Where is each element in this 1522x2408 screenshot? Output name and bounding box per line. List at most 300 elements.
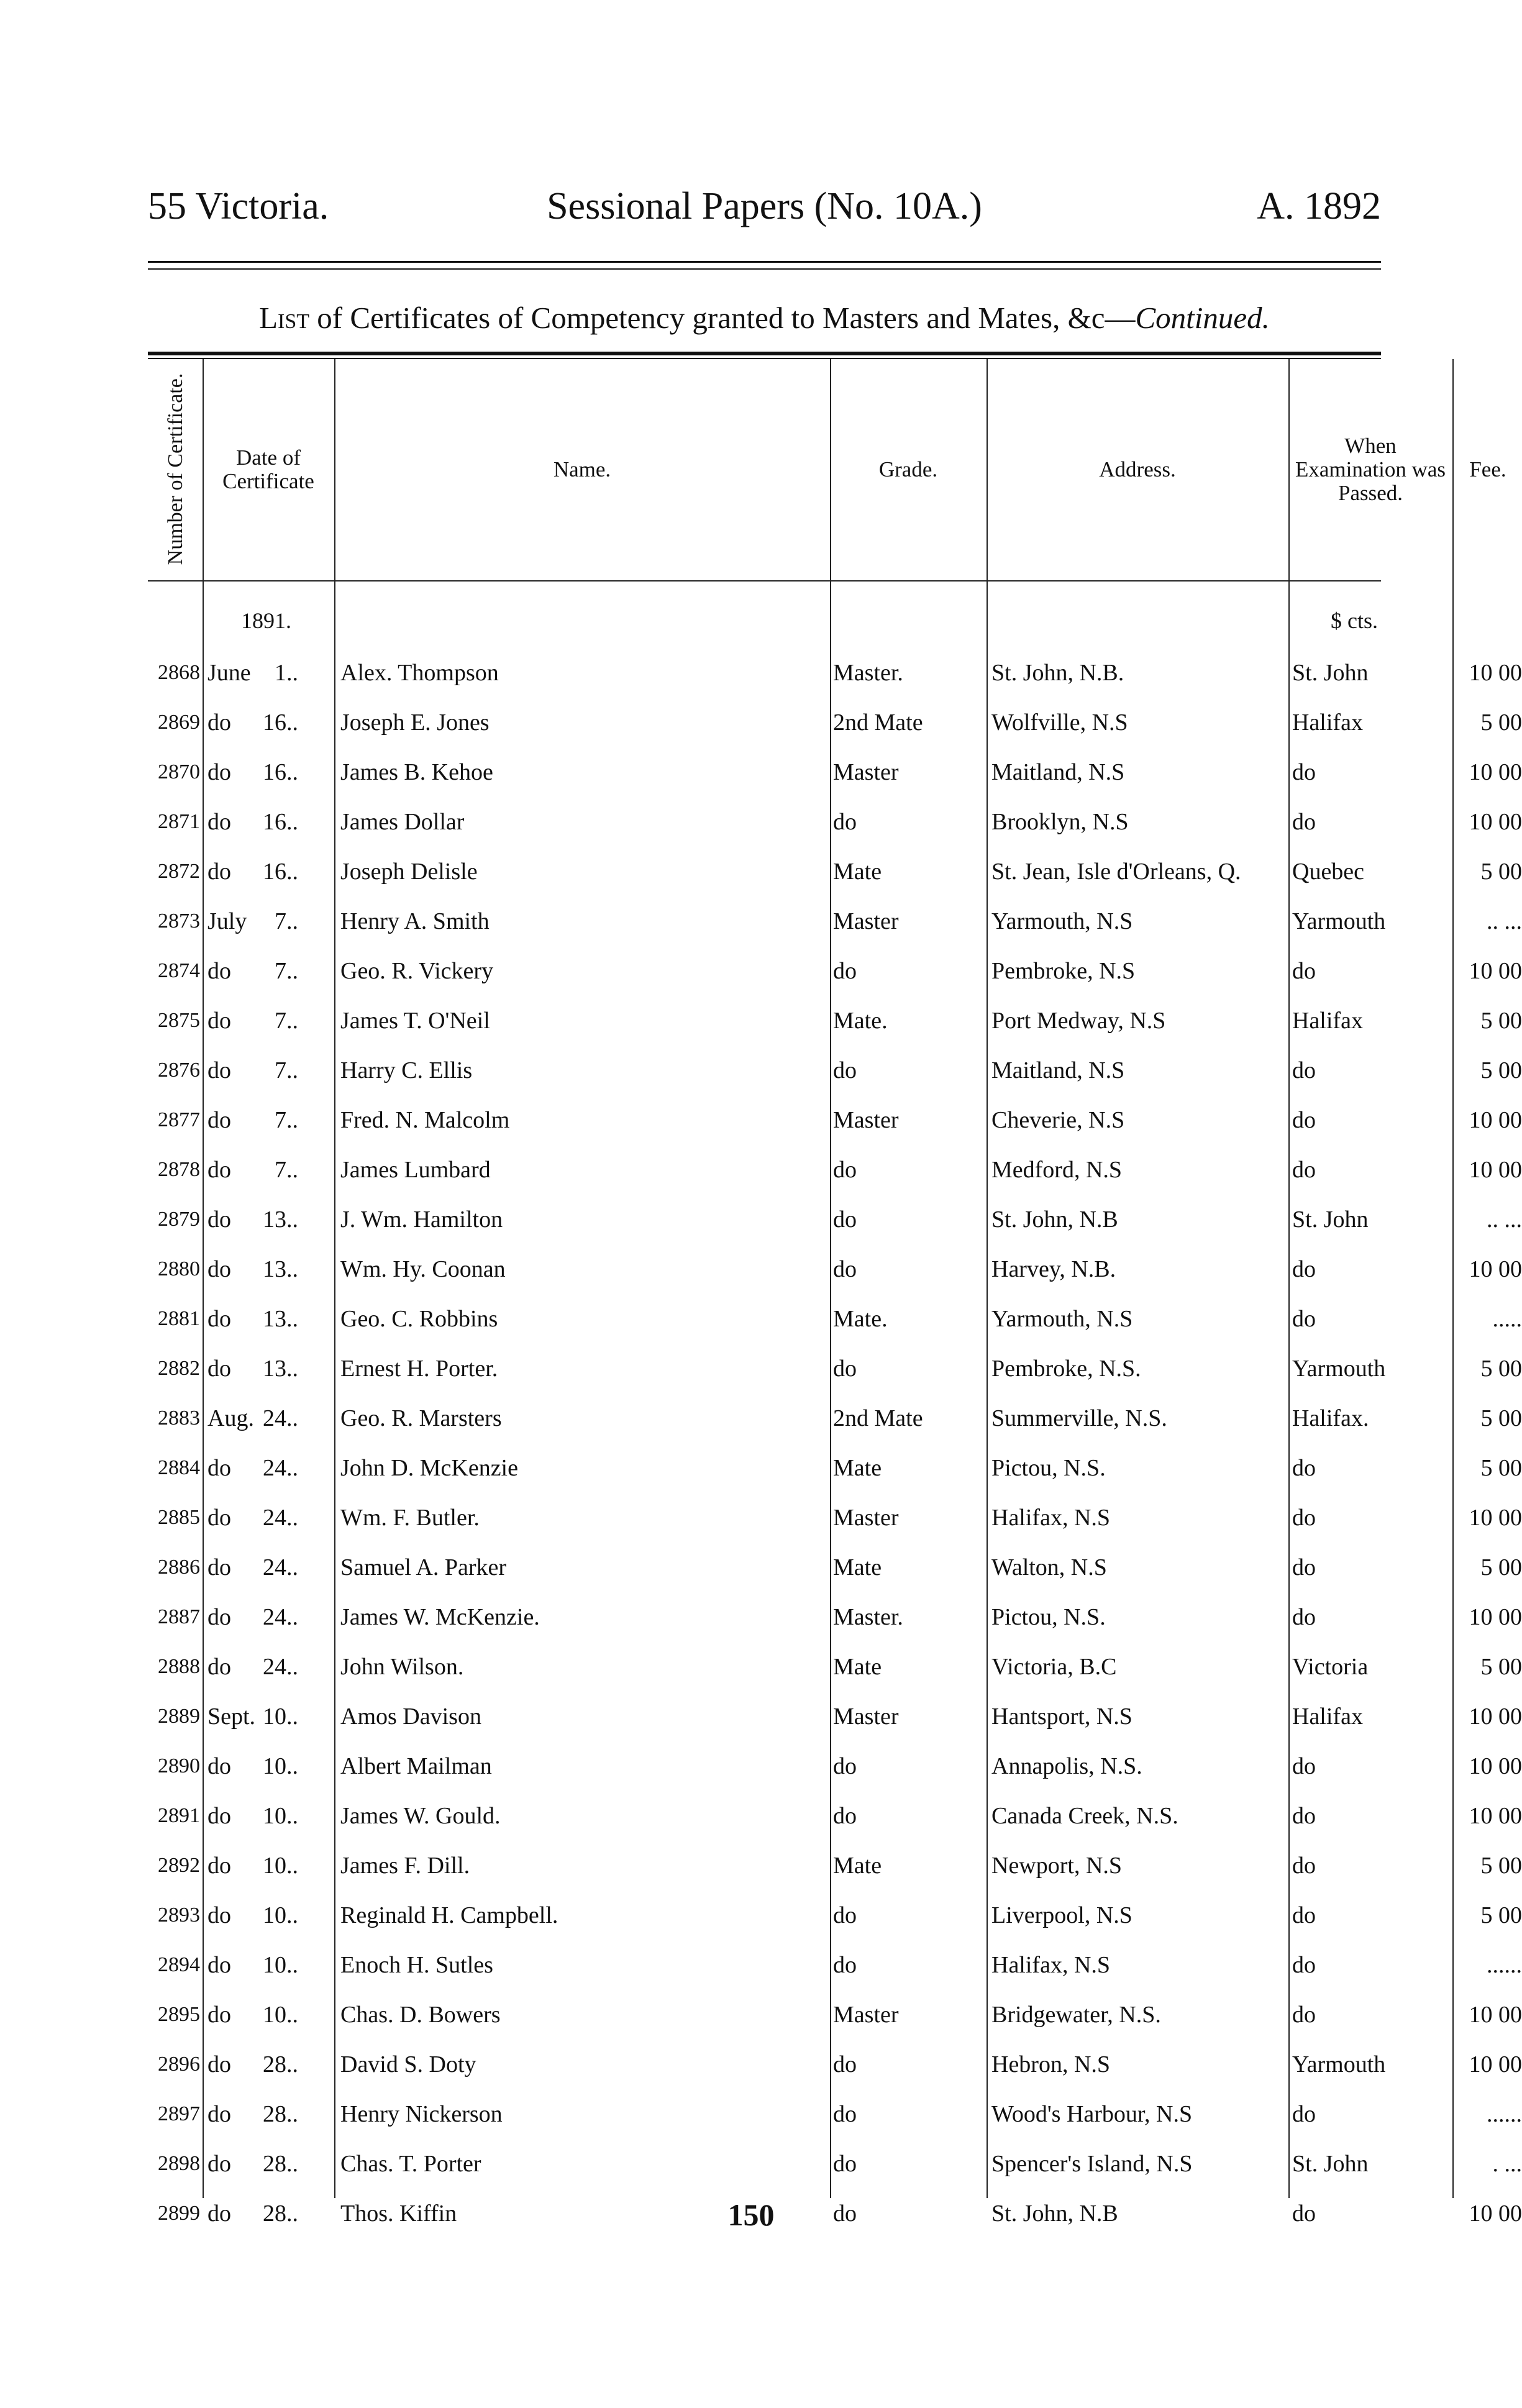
certificate-month: do xyxy=(207,1206,231,1233)
address: Yarmouth, N.S xyxy=(991,1306,1133,1332)
holder-name: James Lumbard xyxy=(340,1157,491,1183)
certificate-day: 16.. xyxy=(263,809,298,835)
holder-name: Thos. Kiffin xyxy=(340,2200,457,2227)
address: Yarmouth, N.S xyxy=(991,908,1133,934)
fee: 10 00 xyxy=(1469,2051,1522,2077)
header-exam: When Examination was Passed. xyxy=(1295,433,1446,505)
address: St. John, N.B xyxy=(991,1206,1118,1233)
holder-name: Enoch H. Sutles xyxy=(340,1952,493,1978)
exam-place: do xyxy=(1292,1853,1316,1879)
fee: 10 00 xyxy=(1469,958,1522,984)
certificate-day: 13.. xyxy=(263,1206,298,1233)
grade: do xyxy=(833,1803,857,1829)
certificate-day: 28.. xyxy=(263,2200,298,2227)
exam-place: do xyxy=(1292,1306,1316,1332)
holder-name: Samuel A. Parker xyxy=(340,1554,507,1580)
exam-place: Halifax. xyxy=(1292,1405,1369,1431)
certificate-month: do xyxy=(207,1604,231,1630)
address: Medford, N.S xyxy=(991,1157,1123,1183)
exam-place: do xyxy=(1292,759,1316,785)
certificate-day: 10.. xyxy=(263,1902,298,1928)
address: St. John, N.B. xyxy=(991,660,1124,686)
address: Spencer's Island, N.S xyxy=(991,2151,1193,2177)
certificate-day: 7.. xyxy=(275,1157,298,1183)
certificate-month: June xyxy=(207,660,251,686)
address: Liverpool, N.S xyxy=(991,1902,1132,1928)
holder-name: John D. McKenzie xyxy=(340,1455,518,1481)
certificate-number: 2881 xyxy=(158,1307,200,1330)
certificate-number: 2876 xyxy=(158,1059,200,1082)
fee: 10 00 xyxy=(1469,1256,1522,1282)
table-row xyxy=(148,1244,1522,1294)
certificate-day: 7.. xyxy=(275,908,298,934)
address: Maitland, N.S xyxy=(991,1057,1125,1083)
fee: ..... xyxy=(1492,1306,1522,1332)
exam-place: do xyxy=(1292,2200,1316,2227)
certificate-month: do xyxy=(207,1803,231,1829)
certificate-number: 2880 xyxy=(158,1257,200,1280)
certificate-day: 16.. xyxy=(263,759,298,785)
header-rule-top xyxy=(148,261,1381,263)
certificate-day: 24.. xyxy=(263,1604,298,1630)
certificate-number: 2888 xyxy=(158,1655,200,1678)
exam-place: do xyxy=(1292,1902,1316,1928)
header-address: Address. xyxy=(1099,457,1176,481)
holder-name: James Dollar xyxy=(340,809,465,835)
header-fee: Fee. xyxy=(1469,457,1506,481)
grade: do xyxy=(833,2101,857,2127)
fee: 10 00 xyxy=(1469,660,1522,686)
holder-name: James F. Dill. xyxy=(340,1853,470,1879)
grade: do xyxy=(833,2151,857,2177)
certificate-month: do xyxy=(207,1753,231,1779)
certificate-number: 2871 xyxy=(158,810,200,833)
exam-place: do xyxy=(1292,1107,1316,1133)
certificate-month: July xyxy=(207,908,247,934)
certificate-number: 2884 xyxy=(158,1456,200,1479)
table-row xyxy=(148,2040,1522,2089)
fee: 10 00 xyxy=(1469,1157,1522,1183)
certificate-number: 2893 xyxy=(158,1904,200,1927)
fee: 10 00 xyxy=(1469,1107,1522,1133)
table-row xyxy=(148,747,1522,797)
fee: 10 00 xyxy=(1469,1703,1522,1730)
grade: Mate xyxy=(833,1455,882,1481)
address: Victoria, B.C xyxy=(991,1654,1117,1680)
address: Pembroke, N.S. xyxy=(991,1356,1141,1382)
address: Walton, N.S xyxy=(991,1554,1107,1580)
certificate-day: 28.. xyxy=(263,2051,298,2077)
fee: 5 00 xyxy=(1480,1654,1522,1680)
exam-place: St. John xyxy=(1292,1206,1369,1233)
certificate-month: do xyxy=(207,2002,231,2028)
fee: 10 00 xyxy=(1469,2200,1522,2227)
grade: do xyxy=(833,1952,857,1978)
certificate-day: 16.. xyxy=(263,859,298,885)
fee: 5 00 xyxy=(1480,709,1522,736)
grade: do xyxy=(833,1057,857,1083)
certificate-month: do xyxy=(207,2200,231,2227)
certificate-number: 2889 xyxy=(158,1705,200,1728)
certificate-day: 13.. xyxy=(263,1306,298,1332)
certificate-number: 2898 xyxy=(158,2152,200,2175)
certificate-number: 2877 xyxy=(158,1108,200,1131)
grade: 2nd Mate xyxy=(833,1405,923,1431)
address: Cheverie, N.S xyxy=(991,1107,1125,1133)
header-rule xyxy=(148,580,1381,581)
title-continued: Continued. xyxy=(1135,301,1270,335)
certificate-month: do xyxy=(207,1505,231,1531)
grade: 2nd Mate xyxy=(833,709,923,736)
exam-place: do xyxy=(1292,1803,1316,1829)
address: Canada Creek, N.S. xyxy=(991,1803,1178,1829)
certificate-number: 2883 xyxy=(158,1407,200,1430)
table-row xyxy=(148,1493,1522,1543)
table-row xyxy=(148,1393,1522,1443)
certificate-month: do xyxy=(207,958,231,984)
table-row xyxy=(148,1195,1522,1244)
certificate-day: 13.. xyxy=(263,1256,298,1282)
holder-name: John Wilson. xyxy=(340,1654,464,1680)
grade: Mate xyxy=(833,1853,882,1879)
fee-unit-label: $ cts. xyxy=(1331,608,1378,633)
table-row xyxy=(148,698,1522,747)
fee: 5 00 xyxy=(1480,1455,1522,1481)
title-lead: List xyxy=(259,301,310,335)
holder-name: Chas. D. Bowers xyxy=(340,2002,501,2028)
holder-name: Joseph E. Jones xyxy=(340,709,490,736)
fee: 5 00 xyxy=(1480,1057,1522,1083)
certificate-month: do xyxy=(207,809,231,835)
certificate-number: 2891 xyxy=(158,1804,200,1827)
table-row xyxy=(148,1294,1522,1344)
exam-place: Halifax xyxy=(1292,709,1363,736)
certificate-day: 10.. xyxy=(263,1703,298,1730)
header-number: Number of Certificate. xyxy=(164,373,187,565)
header-date: Date of Certificate xyxy=(222,445,314,493)
grade: Master xyxy=(833,908,899,934)
exam-place: Halifax xyxy=(1292,1703,1363,1730)
certificate-month: do xyxy=(207,2151,231,2177)
address: Halifax, N.S xyxy=(991,1952,1111,1978)
certificate-number: 2890 xyxy=(158,1754,200,1777)
grade: Mate xyxy=(833,1554,882,1580)
certificate-number: 2894 xyxy=(158,1953,200,1976)
fee: 10 00 xyxy=(1469,759,1522,785)
year-label: 1891. xyxy=(241,608,291,633)
exam-place: do xyxy=(1292,1753,1316,1779)
table-row xyxy=(148,648,1522,698)
holder-name: Fred. N. Malcolm xyxy=(340,1107,510,1133)
certificate-day: 24.. xyxy=(263,1654,298,1680)
certificate-month: do xyxy=(207,1952,231,1978)
certificate-day: 10.. xyxy=(263,1853,298,1879)
certificate-month: do xyxy=(207,1057,231,1083)
certificate-month: Aug. xyxy=(207,1405,254,1431)
certificate-number: 2895 xyxy=(158,2003,200,2026)
address: Harvey, N.B. xyxy=(991,1256,1116,1282)
holder-name: Geo. R. Vickery xyxy=(340,958,494,984)
certificate-day: 24.. xyxy=(263,1554,298,1580)
certificate-day: 24.. xyxy=(263,1455,298,1481)
table-row xyxy=(148,1046,1522,1095)
certificate-number: 2879 xyxy=(158,1208,200,1231)
certificate-number: 2886 xyxy=(158,1556,200,1579)
exam-place: Yarmouth xyxy=(1292,908,1386,934)
certificate-month: do xyxy=(207,709,231,736)
certificate-number: 2874 xyxy=(158,959,200,982)
certificate-number: 2872 xyxy=(158,860,200,883)
holder-name: Geo. R. Marsters xyxy=(340,1405,502,1431)
certificate-month: do xyxy=(207,859,231,885)
certificate-month: do xyxy=(207,1157,231,1183)
address: Wood's Harbour, N.S xyxy=(991,2101,1193,2127)
exam-place: do xyxy=(1292,809,1316,835)
header-grade: Grade. xyxy=(878,457,938,481)
table-row xyxy=(148,1344,1522,1393)
exam-place: do xyxy=(1292,958,1316,984)
certificate-number: 2868 xyxy=(158,661,200,684)
grade: Master. xyxy=(833,1604,903,1630)
exam-place: Halifax xyxy=(1292,1008,1363,1034)
holder-name: Joseph Delisle xyxy=(340,859,478,885)
exam-place: Quebec xyxy=(1292,859,1365,885)
certificate-month: do xyxy=(207,2101,231,2127)
exam-place: do xyxy=(1292,1604,1316,1630)
table-row xyxy=(148,1741,1522,1791)
certificate-number: 2892 xyxy=(158,1854,200,1877)
fee: 10 00 xyxy=(1469,1803,1522,1829)
table-row xyxy=(148,847,1522,896)
fee: 10 00 xyxy=(1469,809,1522,835)
certificate-number: 2869 xyxy=(158,711,200,734)
header-year: A. 1892 xyxy=(1257,185,1381,227)
grade: do xyxy=(833,1902,857,1928)
grade: Master xyxy=(833,1505,899,1531)
exam-place: do xyxy=(1292,2101,1316,2127)
address: Pictou, N.S. xyxy=(991,1604,1106,1630)
holder-name: Henry Nickerson xyxy=(340,2101,503,2127)
grade: do xyxy=(833,1753,857,1779)
address: St. John, N.B xyxy=(991,2200,1118,2227)
certificate-month: do xyxy=(207,1654,231,1680)
address: Summerville, N.S. xyxy=(991,1405,1167,1431)
fee: .. ... xyxy=(1487,1206,1522,1233)
table-row xyxy=(148,797,1522,847)
certificate-number: 2897 xyxy=(158,2102,200,2125)
address: Pictou, N.S. xyxy=(991,1455,1106,1481)
exam-place: St. John xyxy=(1292,2151,1369,2177)
address: Brooklyn, N.S xyxy=(991,809,1129,835)
certificate-day: 24.. xyxy=(263,1505,298,1531)
address: Bridgewater, N.S. xyxy=(991,2002,1161,2028)
certificate-month: do xyxy=(207,1306,231,1332)
grade: Master xyxy=(833,1107,899,1133)
certificate-day: 7.. xyxy=(275,1008,298,1034)
table-row xyxy=(148,1543,1522,1592)
table-row xyxy=(148,1145,1522,1195)
certificate-month: do xyxy=(207,1256,231,1282)
certificate-day: 13.. xyxy=(263,1356,298,1382)
fee: 5 00 xyxy=(1480,1356,1522,1382)
holder-name: Alex. Thompson xyxy=(340,660,499,686)
address: St. Jean, Isle d'Orleans, Q. xyxy=(991,859,1241,885)
exam-place: do xyxy=(1292,1256,1316,1282)
certificate-number: 2899 xyxy=(158,2202,200,2225)
list-title xyxy=(148,298,1381,338)
certificate-day: 7.. xyxy=(275,1057,298,1083)
fee: . ... xyxy=(1492,2151,1522,2177)
grade: Mate xyxy=(833,1654,882,1680)
holder-name: Wm. Hy. Coonan xyxy=(340,1256,506,1282)
certificate-number: 2873 xyxy=(158,910,200,933)
page-number: 150 xyxy=(727,2197,775,2232)
exam-place: do xyxy=(1292,1057,1316,1083)
holder-name: Harry C. Ellis xyxy=(340,1057,473,1083)
address: Port Medway, N.S xyxy=(991,1008,1166,1034)
holder-name: Chas. T. Porter xyxy=(340,2151,481,2177)
holder-name: Albert Mailman xyxy=(340,1753,492,1779)
holder-name: James B. Kehoe xyxy=(340,759,493,785)
certificate-number: 2870 xyxy=(158,760,200,783)
grade: do xyxy=(833,1206,857,1233)
fee: 5 00 xyxy=(1480,1008,1522,1034)
exam-place: St. John xyxy=(1292,660,1369,686)
fee: 5 00 xyxy=(1480,859,1522,885)
holder-name: James T. O'Neil xyxy=(340,1008,490,1034)
certificate-number: 2885 xyxy=(158,1506,200,1529)
table-row xyxy=(148,896,1522,946)
exam-place: Yarmouth xyxy=(1292,2051,1386,2077)
table-row xyxy=(148,1095,1522,1145)
certificate-day: 7.. xyxy=(275,1107,298,1133)
certificate-month: do xyxy=(207,2051,231,2077)
certificate-month: do xyxy=(207,1853,231,1879)
certificate-number: 2887 xyxy=(158,1605,200,1628)
address: Wolfville, N.S xyxy=(991,709,1128,736)
table-row xyxy=(148,1642,1522,1692)
holder-name: Ernest H. Porter. xyxy=(340,1356,498,1382)
grade: do xyxy=(833,1157,857,1183)
grade: do xyxy=(833,958,857,984)
table-row xyxy=(148,1592,1522,1642)
certificate-number: 2875 xyxy=(158,1009,200,1032)
grade: do xyxy=(833,2051,857,2077)
grade: Master xyxy=(833,759,899,785)
certificate-day: 28.. xyxy=(263,2101,298,2127)
address: Pembroke, N.S xyxy=(991,958,1136,984)
holder-name: Reginald H. Campbell. xyxy=(340,1902,558,1928)
table-row xyxy=(148,1990,1522,2040)
exam-place: do xyxy=(1292,2002,1316,2028)
certificate-day: 10.. xyxy=(263,1753,298,1779)
exam-place: do xyxy=(1292,1952,1316,1978)
certificate-number: 2882 xyxy=(158,1357,200,1380)
table-row xyxy=(148,996,1522,1046)
header-name: Name. xyxy=(553,457,611,481)
grade: do xyxy=(833,1256,857,1282)
address: Hebron, N.S xyxy=(991,2051,1111,2077)
certificate-month: Sept. xyxy=(207,1703,256,1730)
table-row xyxy=(148,1791,1522,1841)
grade: Master. xyxy=(833,660,903,686)
table-row xyxy=(148,1940,1522,1990)
address: Newport, N.S xyxy=(991,1853,1123,1879)
table-row xyxy=(148,1841,1522,1890)
address: Hantsport, N.S xyxy=(991,1703,1132,1730)
fee: 10 00 xyxy=(1469,1505,1522,1531)
holder-name: J. Wm. Hamilton xyxy=(340,1206,503,1233)
certificate-month: do xyxy=(207,1107,231,1133)
certificate-day: 10.. xyxy=(263,1803,298,1829)
fee: .. ... xyxy=(1487,908,1522,934)
fee: ...... xyxy=(1487,1952,1522,1978)
certificate-month: do xyxy=(207,1554,231,1580)
certificate-day: 1.. xyxy=(275,660,298,686)
header-papers: Sessional Papers (No. 10A.) xyxy=(547,185,982,227)
fee: 10 00 xyxy=(1469,2002,1522,2028)
header-session: 55 Victoria. xyxy=(148,185,329,227)
exam-place: Victoria xyxy=(1292,1654,1369,1680)
title-rule-thick xyxy=(148,352,1381,355)
address: Annapolis, N.S. xyxy=(991,1753,1142,1779)
table-row xyxy=(148,1890,1522,1940)
grade: Mate. xyxy=(833,1306,888,1332)
fee: 10 00 xyxy=(1469,1753,1522,1779)
grade: do xyxy=(833,809,857,835)
address: Halifax, N.S xyxy=(991,1505,1111,1531)
fee: 5 00 xyxy=(1480,1853,1522,1879)
fee: 5 00 xyxy=(1480,1405,1522,1431)
certificate-month: do xyxy=(207,1008,231,1034)
holder-name: James W. Gould. xyxy=(340,1803,501,1829)
fee: 5 00 xyxy=(1480,1554,1522,1580)
header-rule-bottom xyxy=(148,268,1381,270)
certificate-number: 2896 xyxy=(158,2053,200,2076)
table-row xyxy=(148,2089,1522,2139)
certificate-month: do xyxy=(207,759,231,785)
certificate-day: 16.. xyxy=(263,709,298,736)
fee: ...... xyxy=(1487,2101,1522,2127)
exam-place: Yarmouth xyxy=(1292,1356,1386,1382)
certificate-month: do xyxy=(207,1902,231,1928)
grade: Mate xyxy=(833,859,882,885)
exam-place: do xyxy=(1292,1554,1316,1580)
holder-name: James W. McKenzie. xyxy=(340,1604,540,1630)
exam-place: do xyxy=(1292,1505,1316,1531)
certificate-month: do xyxy=(207,1455,231,1481)
table-row xyxy=(148,1443,1522,1493)
holder-name: Geo. C. Robbins xyxy=(340,1306,498,1332)
holder-name: Amos Davison xyxy=(340,1703,481,1730)
certificate-day: 7.. xyxy=(275,958,298,984)
title-text: of Certificates of Competency granted to Masters and Mates, &c— xyxy=(309,301,1136,335)
exam-place: do xyxy=(1292,1455,1316,1481)
certificate-day: 28.. xyxy=(263,2151,298,2177)
grade: do xyxy=(833,2200,857,2227)
running-header xyxy=(148,181,1381,231)
certificate-number: 2878 xyxy=(158,1158,200,1181)
fee: 5 00 xyxy=(1480,1902,1522,1928)
certificate-day: 10.. xyxy=(263,2002,298,2028)
grade: Master xyxy=(833,1703,899,1730)
grade: do xyxy=(833,1356,857,1382)
grade: Mate. xyxy=(833,1008,888,1034)
table-row xyxy=(148,2139,1522,2189)
holder-name: David S. Doty xyxy=(340,2051,476,2077)
certificate-day: 10.. xyxy=(263,1952,298,1978)
address: Maitland, N.S xyxy=(991,759,1125,785)
